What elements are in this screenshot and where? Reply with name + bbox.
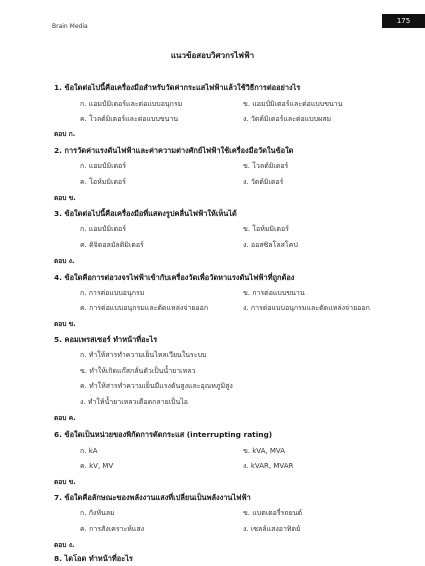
q1-option-a: ก. แอมป์มิเตอร์และต่อแบบอนุกรม xyxy=(80,100,183,108)
q1-option-b: ข. แอมป์มิเตอร์และต่อแบบขนาน xyxy=(243,100,343,108)
q5-option-c: ค. ทำให้สารทำความเย็นมีแรงดันสูงและอุณหภูมิสูง xyxy=(80,382,233,390)
q3-option-c: ค. ดิจิตอลมัลติมิเตอร์ xyxy=(80,241,144,249)
q1-answer: ตอบ ก. xyxy=(54,130,76,138)
question-6: 6. ข้อใดเป็นหน่วยของพิกัดการตัดกระแส (interrupting rating) xyxy=(54,430,273,439)
q6-answer: ตอบ ข. xyxy=(54,478,76,486)
q5-option-a: ก. ทำให้สารทำความเย็นไหลเวียนในระบบ xyxy=(80,351,207,359)
q2-option-c: ค. โอห์มมิเตอร์ xyxy=(80,178,126,186)
q3-option-a: ก. แอมป์มิเตอร์ xyxy=(80,225,126,233)
q1-option-d: ง. วัตต์มิเตอร์และต่อแบบผสม xyxy=(243,115,332,123)
question-1: 1. ข้อใดต่อไปนี้คือเครื่องมือสำหรับวัดค่ากระแสไฟฟ้าแล้วใช้วิธีการต่ออย่างไร xyxy=(54,83,301,92)
question-8: 8. ไดโอด ทำหน้าที่อะไร xyxy=(54,554,133,563)
q4-option-b: ข. การต่อแบบขนาน xyxy=(243,289,305,297)
page-number-badge: 175 xyxy=(382,14,425,28)
q3-option-d: ง. ออสซิลโลสโคป xyxy=(243,241,298,249)
page-title: แนวข้อสอบวิศวกรไฟฟ้า xyxy=(170,51,255,60)
q4-answer: ตอบ ข. xyxy=(54,320,76,328)
q5-option-d: ง. ทำให้น้ำยาเหลวเดือดกลายเป็นไอ xyxy=(80,398,189,406)
q3-option-b: ข. โอห์มมิเตอร์ xyxy=(243,225,289,233)
q6-option-c: ค. kV, MV xyxy=(80,462,114,470)
question-5: 5. คอมเพรสเซอร์ ทำหน้าที่อะไร xyxy=(54,335,158,344)
q4-option-c: ค. การต่อแบบอนุกรมและตัดแหล่งจ่ายออก xyxy=(80,304,209,312)
q7-option-c: ค. การสังเคราะห์แสง xyxy=(80,525,145,533)
q3-answer: ตอบ ง. xyxy=(54,257,75,265)
q6-option-a: ก. kA xyxy=(80,447,98,455)
q7-option-d: ง. เซลล์แสงอาทิตย์ xyxy=(243,525,301,533)
q2-option-a: ก. แอมป์มิเตอร์ xyxy=(80,162,126,170)
q1-option-c: ค. โวลต์มิเตอร์และต่อแบบขนาน xyxy=(80,115,179,123)
q7-option-b: ข. แบตเตอรี่รถยนต์ xyxy=(243,509,303,517)
question-7: 7. ข้อใดคือลักษณะของพลังงานแสงที่เปลี่ยนเป็นพลังงานไฟฟ้า xyxy=(54,493,251,502)
q2-answer: ตอบ ข. xyxy=(54,194,76,202)
q2-option-b: ข. โวลต์มิเตอร์ xyxy=(243,162,289,170)
q4-option-d: ง. การต่อแบบอนุกรมและตัดแหล่งจ่ายออก xyxy=(243,304,370,312)
q5-option-b: ข. ทำให้เกิดแก๊สกลั่นตัวเป็นน้ำยาเหลว xyxy=(80,367,196,375)
question-3: 3. ข้อใดต่อไปนี้คือเครื่องมือที่แสดงรูปคลื่นไฟฟ้าให้เห็นได้ xyxy=(54,209,237,218)
question-4: 4. ข้อใดคือการต่อวงจรไฟฟ้าเข้ากับเครื่องวัดเพื่อวัดหาแรงดันไฟฟ้าที่ถูกต้อง xyxy=(54,273,295,282)
q7-option-a: ก. กังหันลม xyxy=(80,509,115,517)
q6-option-d: ง. kVAR, MVAR xyxy=(243,462,294,470)
header-brand: Brain Media xyxy=(52,23,88,30)
q7-answer: ตอบ ง. xyxy=(54,541,75,549)
q5-answer: ตอบ ค. xyxy=(54,414,76,422)
q2-option-d: ง. วัตต์มิเตอร์ xyxy=(243,178,284,186)
q4-option-a: ก. การต่อแบบอนุกรม xyxy=(80,289,145,297)
question-2: 2. การวัดค่าแรงดันไฟฟ้าและค่าความต่างศักย์ไฟฟ้าใช้เครื่องมือวัดในข้อใด xyxy=(54,146,294,155)
q6-option-b: ข. kVA, MVA xyxy=(243,447,286,455)
